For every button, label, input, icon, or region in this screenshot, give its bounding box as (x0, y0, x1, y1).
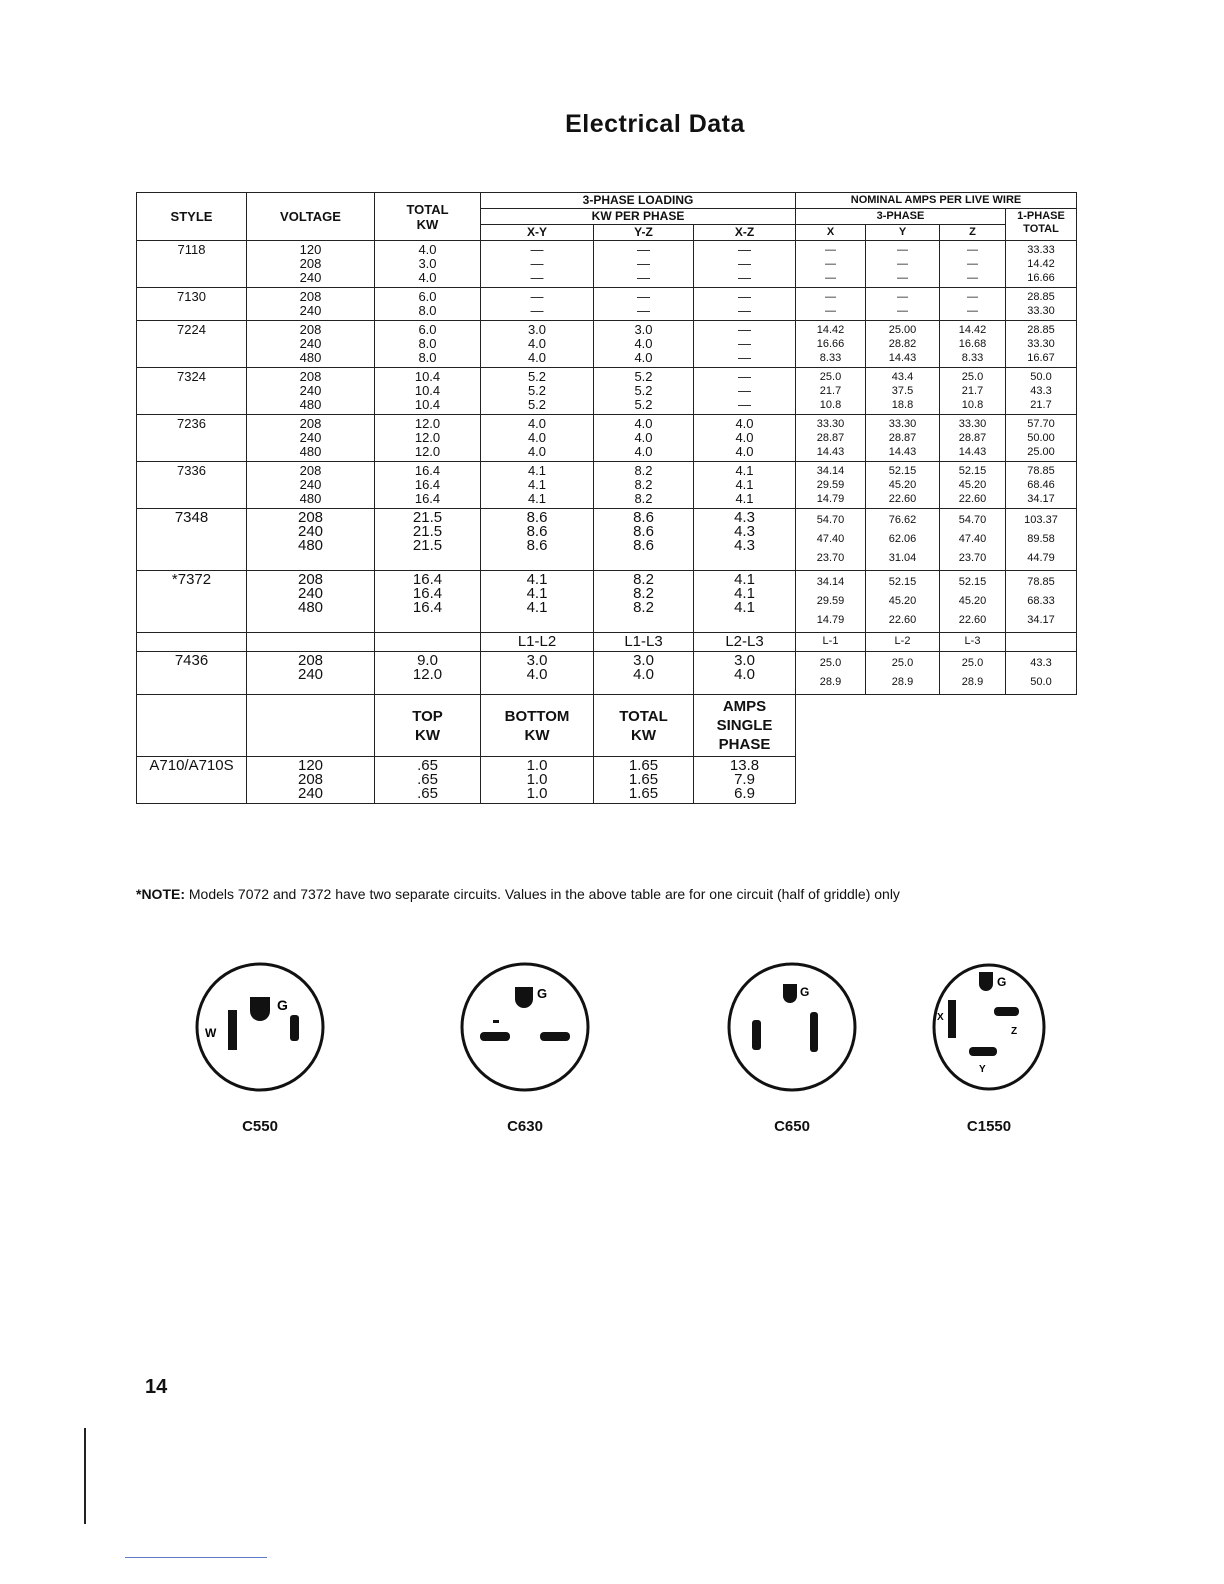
cell-z: 54.70 47.40 23.70 (940, 509, 1006, 571)
cell-yz: — — — (594, 241, 694, 288)
header-1-phase-total: 1-PHASE TOTAL (1006, 209, 1077, 241)
griddle-header-blank (137, 695, 247, 757)
cell-bottom-kw: 1.0 1.0 1.0 (481, 757, 594, 804)
cell-xz: — — — (694, 321, 796, 368)
cell-y: — — (866, 288, 940, 321)
header-xy: X-Y (481, 225, 594, 241)
cell-yz: 3.0 4.0 4.0 (594, 321, 694, 368)
cell-style: 7224 (137, 321, 247, 368)
cell-total: 28.85 33.30 16.67 (1006, 321, 1077, 368)
plug-label-c650: C650 (774, 1118, 810, 1135)
cell-z: 52.15 45.20 22.60 (940, 571, 1006, 633)
cell-style: 7130 (137, 288, 247, 321)
plug-letter: X (937, 1012, 944, 1023)
cell-total-kw: 12.0 12.0 12.0 (375, 415, 481, 462)
cell-xy: 4.1 4.1 4.1 (481, 571, 594, 633)
griddle-header-blank (247, 695, 375, 757)
header-amps-single-phase: AMPS SINGLE PHASE (694, 695, 796, 757)
cell-x: 25.0 21.7 10.8 (796, 368, 866, 415)
table-row (137, 415, 1077, 462)
cell-z: 25.0 21.7 10.8 (940, 368, 1006, 415)
plug-label-c630: C630 (507, 1118, 543, 1135)
cell-y: 43.4 37.5 18.8 (866, 368, 940, 415)
cell-z: 52.15 45.20 22.60 (940, 462, 1006, 509)
cell-total: 43.3 50.0 (1006, 652, 1077, 695)
cell-voltage: 120 208 240 (247, 757, 375, 804)
footnote-label: *NOTE: (136, 886, 185, 902)
line-header-l1-l2: L1-L2 (481, 633, 594, 652)
header-z: Z (940, 225, 1006, 241)
cell-z: 33.30 28.87 14.43 (940, 415, 1006, 462)
cell-total: 78.85 68.46 34.17 (1006, 462, 1077, 509)
line-header-blank (375, 633, 481, 652)
cell-total: 103.37 89.58 44.79 (1006, 509, 1077, 571)
cell-z: — — (940, 288, 1006, 321)
cell-style: 7118 (137, 241, 247, 288)
cell-xz: — — — (694, 241, 796, 288)
table-row (137, 571, 1077, 633)
cell-yz: 8.2 8.2 8.2 (594, 462, 694, 509)
cell-total: 78.85 68.33 34.17 (1006, 571, 1077, 633)
cell-x: 14.42 16.66 8.33 (796, 321, 866, 368)
line-header-l1-l3: L1-L3 (594, 633, 694, 652)
page-number: 14 (145, 1376, 168, 1398)
table-row (137, 509, 1077, 571)
line-header-blank (1006, 633, 1077, 652)
cell-voltage: 208 240 480 (247, 571, 375, 633)
plug-c550-diagram (190, 952, 330, 1102)
cell-y: 52.15 45.20 22.60 (866, 571, 940, 633)
cell-y: 33.30 28.87 14.43 (866, 415, 940, 462)
cell-voltage: 208 240 (247, 288, 375, 321)
cell-xy: — — — (481, 241, 594, 288)
plug-c630-diagram (455, 952, 595, 1102)
cell-style: 7236 (137, 415, 247, 462)
cell-yz: 8.2 8.2 8.2 (594, 571, 694, 633)
cell-xy: 4.1 4.1 4.1 (481, 462, 594, 509)
table-row-a710 (137, 757, 1077, 804)
cell-total-kw: 9.0 12.0 (375, 652, 481, 695)
cell-style: 7436 (137, 652, 247, 695)
cell-style: 7348 (137, 509, 247, 571)
footnote-text: Models 7072 and 7372 have two separate circuits. Values in the above table are for one circuit (half of griddle) only (185, 886, 900, 902)
header-style: STYLE (137, 193, 247, 241)
page-title: Electrical Data (565, 110, 745, 138)
cell-yz: 3.0 4.0 (594, 652, 694, 695)
cell-total-kw: 6.0 8.0 8.0 (375, 321, 481, 368)
plug-label-c1550: C1550 (966, 1118, 1012, 1135)
cell-y: 76.62 62.06 31.04 (866, 509, 940, 571)
cell-xy: 4.0 4.0 4.0 (481, 415, 594, 462)
cell-voltage: 208 240 480 (247, 321, 375, 368)
cell-voltage: 208 240 480 (247, 509, 375, 571)
cell-top-kw: .65 .65 .65 (375, 757, 481, 804)
cell-y: 52.15 45.20 22.60 (866, 462, 940, 509)
line-header-blank (247, 633, 375, 652)
header-kw-per-phase: KW PER PHASE (481, 209, 796, 225)
table-row-7436 (137, 652, 1077, 695)
line-header-l2: L-2 (866, 633, 940, 652)
cell-total-kw: 10.4 10.4 10.4 (375, 368, 481, 415)
blank-area (796, 695, 1077, 757)
cell-total-kw: 21.5 21.5 21.5 (375, 509, 481, 571)
header-top-kw: TOP KW (375, 695, 481, 757)
cell-total-kw: 4.0 3.0 4.0 (375, 241, 481, 288)
cell-yz: — — (594, 288, 694, 321)
cell-style: 7336 (137, 462, 247, 509)
cell-voltage: 208 240 480 (247, 415, 375, 462)
header-griddle-total-kw: TOTAL KW (594, 695, 694, 757)
electrical-data-table (136, 192, 1077, 804)
cell-total-kw: 6.0 8.0 (375, 288, 481, 321)
cell-total: 57.70 50.00 25.00 (1006, 415, 1077, 462)
cell-total-kw: 16.4 16.4 16.4 (375, 462, 481, 509)
cell-x: 34.14 29.59 14.79 (796, 462, 866, 509)
cell-voltage: 120 208 240 (247, 241, 375, 288)
cell-voltage: 208 240 480 (247, 462, 375, 509)
table-row (137, 321, 1077, 368)
cell-total: 28.85 33.30 (1006, 288, 1077, 321)
line-header-blank (137, 633, 247, 652)
cell-y: 25.0 28.9 (866, 652, 940, 695)
cell-x: 34.14 29.59 14.79 (796, 571, 866, 633)
cell-z: 14.42 16.68 8.33 (940, 321, 1006, 368)
cell-total-kw: 1.65 1.65 1.65 (594, 757, 694, 804)
cell-total-kw: 16.4 16.4 16.4 (375, 571, 481, 633)
cell-x: — — — (796, 241, 866, 288)
table-row (137, 241, 1077, 288)
margin-bar (84, 1428, 86, 1524)
cell-z: 25.0 28.9 (940, 652, 1006, 695)
table-row (137, 368, 1077, 415)
cell-style: 7324 (137, 368, 247, 415)
plug-label-c550: C550 (242, 1118, 278, 1135)
cell-style: *7372 (137, 571, 247, 633)
cell-total: 50.0 43.3 21.7 (1006, 368, 1077, 415)
plug-letter: W (205, 1026, 217, 1040)
cell-xz: 4.0 4.0 4.0 (694, 415, 796, 462)
header-3-phase-loading: 3-PHASE LOADING (481, 193, 796, 209)
cell-yz: 5.2 5.2 5.2 (594, 368, 694, 415)
plug-c650-diagram (722, 952, 862, 1102)
cell-y: — — — (866, 241, 940, 288)
cell-xy: 5.2 5.2 5.2 (481, 368, 594, 415)
cell-voltage: 208 240 (247, 652, 375, 695)
cell-yz: 8.6 8.6 8.6 (594, 509, 694, 571)
plug-letter: G (800, 985, 810, 999)
cell-style: A710/A710S (137, 757, 247, 804)
cell-y: 25.00 28.82 14.43 (866, 321, 940, 368)
plug-letter: Z (1011, 1026, 1018, 1037)
header-3-phase: 3-PHASE (796, 209, 1006, 225)
header-y: Y (866, 225, 940, 241)
cell-xy: 8.6 8.6 8.6 (481, 509, 594, 571)
header-x: X (796, 225, 866, 241)
cell-z: — — — (940, 241, 1006, 288)
cell-x: — — (796, 288, 866, 321)
blank-area (796, 757, 1077, 804)
header-total-kw: TOTAL KW (375, 193, 481, 241)
header-bottom-kw: BOTTOM KW (481, 695, 594, 757)
cell-yz: 4.0 4.0 4.0 (594, 415, 694, 462)
plug-letter: Y (979, 1064, 986, 1075)
cell-xy: 3.0 4.0 4.0 (481, 321, 594, 368)
cell-xy: — — (481, 288, 594, 321)
bottom-rule (125, 1557, 267, 1558)
cell-xz: — — — (694, 368, 796, 415)
header-voltage: VOLTAGE (247, 193, 375, 241)
cell-x: 54.70 47.40 23.70 (796, 509, 866, 571)
cell-xz: 4.1 4.1 4.1 (694, 571, 796, 633)
line-header-l3: L-3 (940, 633, 1006, 652)
cell-xz: — — (694, 288, 796, 321)
header-yz: Y-Z (594, 225, 694, 241)
footnote (136, 886, 1056, 902)
line-header-l1: L-1 (796, 633, 866, 652)
cell-x: 25.0 28.9 (796, 652, 866, 695)
plug-letter: G (537, 986, 548, 1001)
header-nominal-amps: NOMINAL AMPS PER LIVE WIRE (796, 193, 1077, 209)
table-row (137, 288, 1077, 321)
plug-letter: G (277, 997, 288, 1013)
line-header-l2-l3: L2-L3 (694, 633, 796, 652)
cell-voltage: 208 240 480 (247, 368, 375, 415)
header-xz: X-Z (694, 225, 796, 241)
cell-total: 33.33 14.42 16.66 (1006, 241, 1077, 288)
table-row (137, 462, 1077, 509)
cell-amps: 13.8 7.9 6.9 (694, 757, 796, 804)
cell-xz: 4.1 4.1 4.1 (694, 462, 796, 509)
cell-xz: 3.0 4.0 (694, 652, 796, 695)
plug-c1550-diagram (919, 952, 1059, 1102)
cell-xz: 4.3 4.3 4.3 (694, 509, 796, 571)
cell-xy: 3.0 4.0 (481, 652, 594, 695)
plug-letter: G (997, 975, 1007, 989)
cell-x: 33.30 28.87 14.43 (796, 415, 866, 462)
